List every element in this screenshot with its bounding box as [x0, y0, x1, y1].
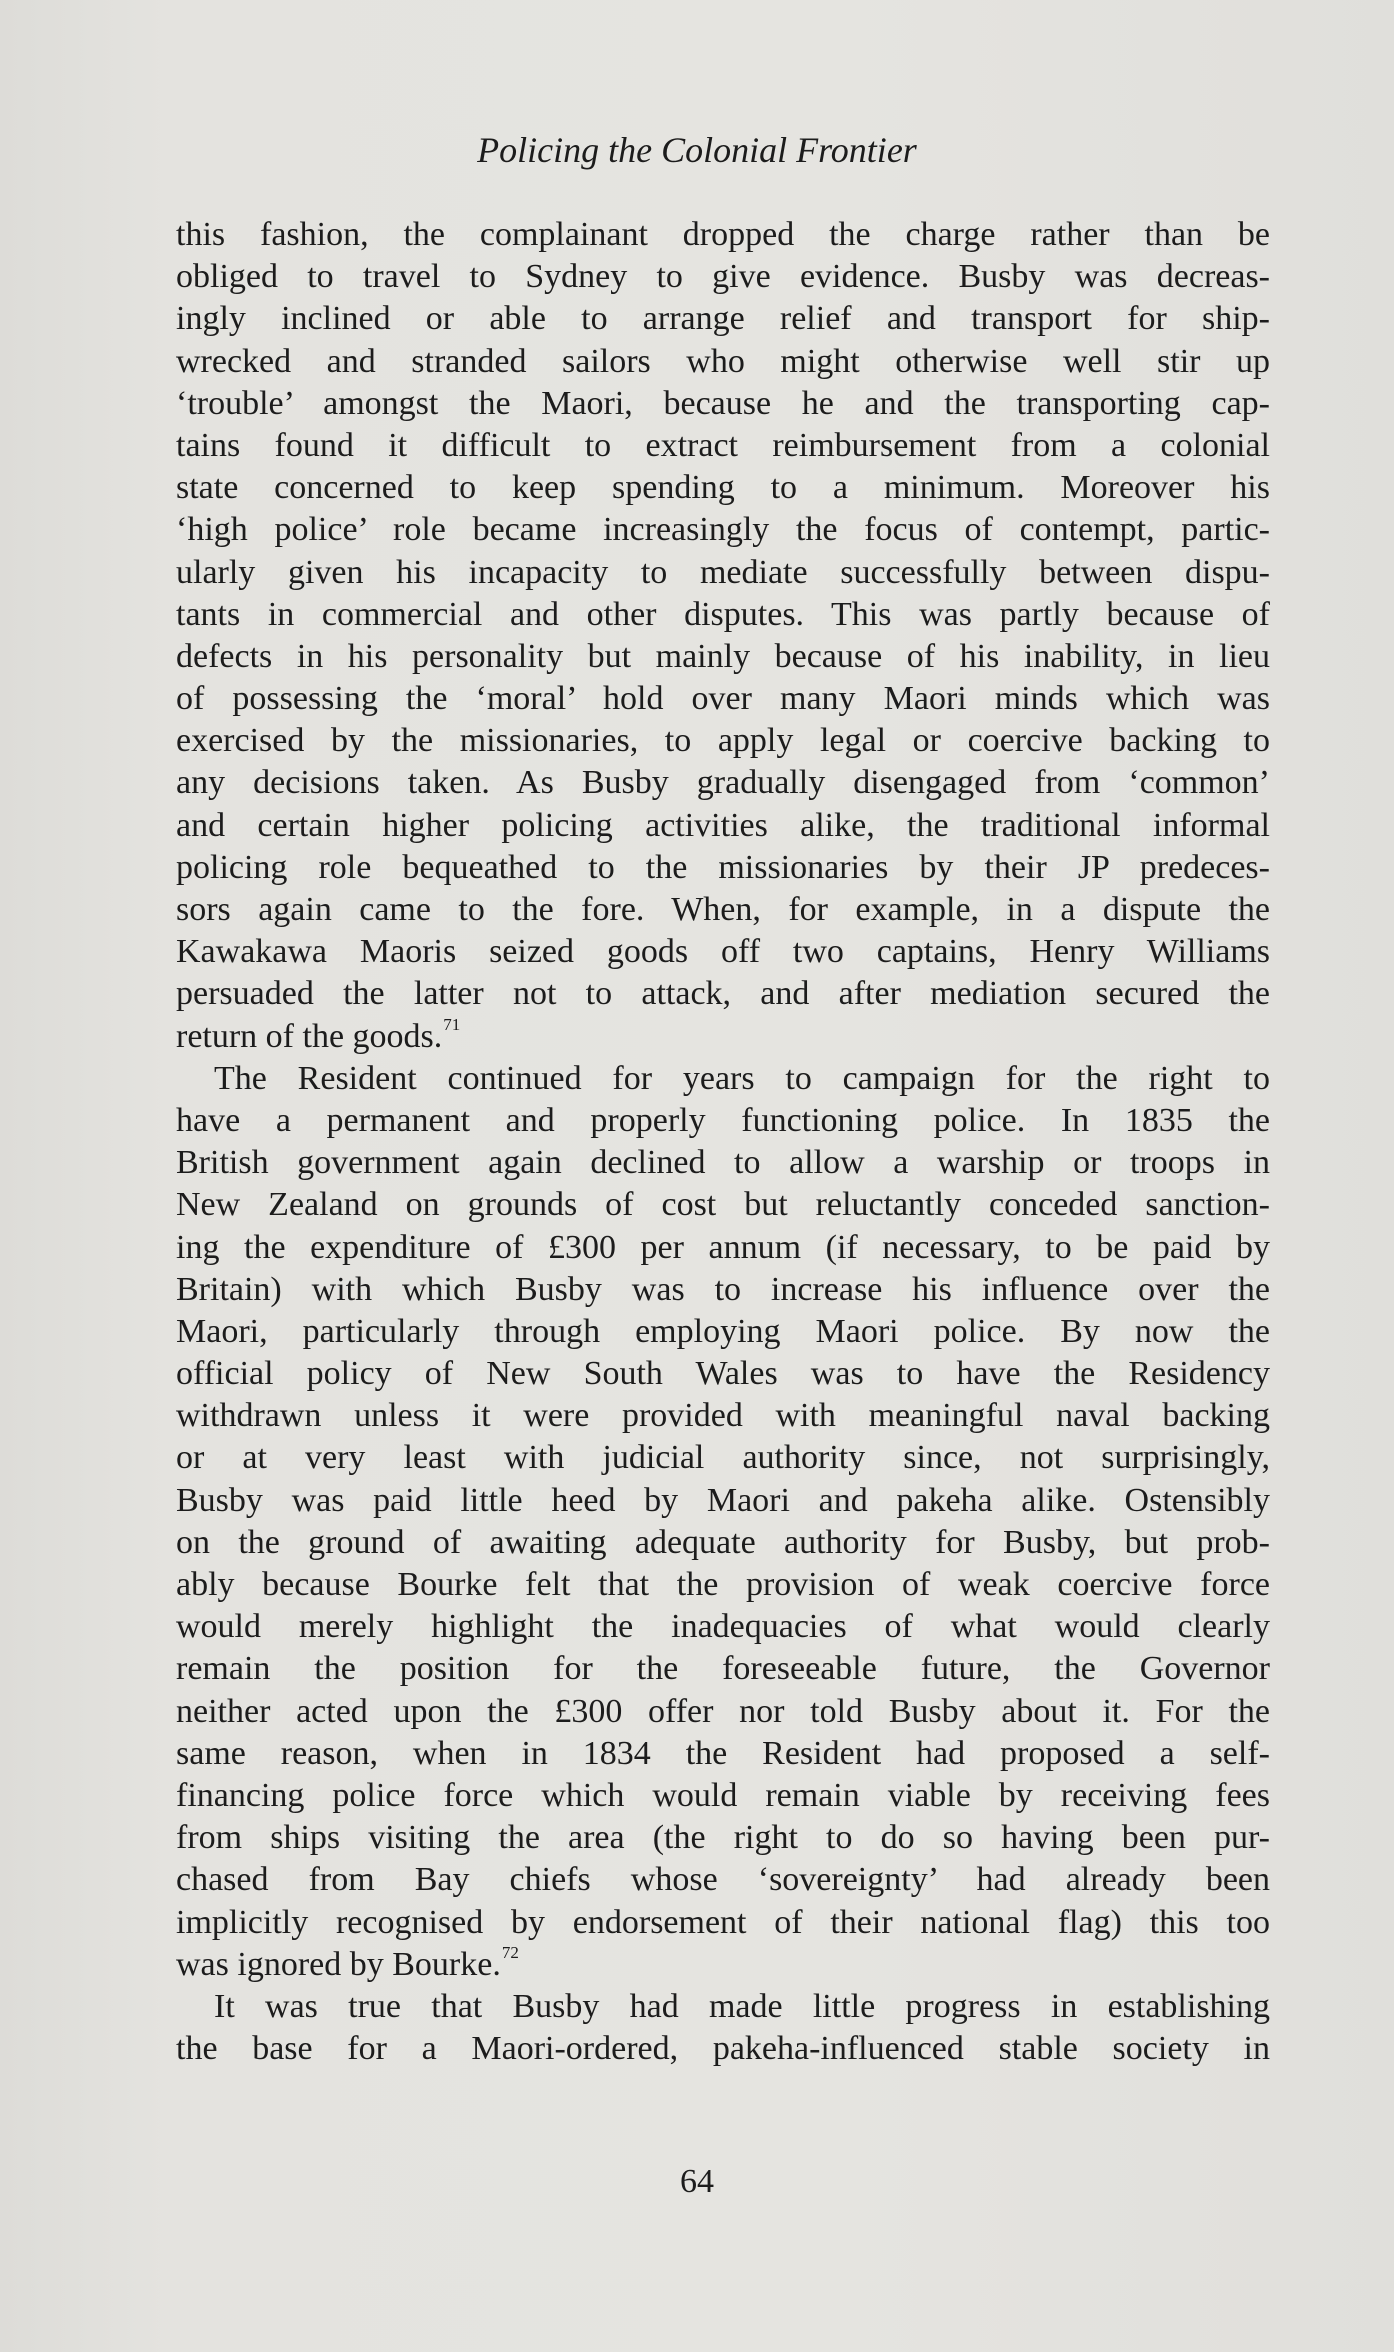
- text-line: [176, 594, 1270, 636]
- text-line: [176, 509, 1270, 551]
- text-line-content: ingly inclined or able to arrange relief and transport for ship-: [176, 300, 1270, 338]
- text-line: [176, 1016, 1270, 1058]
- text-line: [176, 1691, 1270, 1733]
- text-line: [176, 847, 1270, 889]
- text-line-content: tains found it difficult to extract reimbursement from a colonial: [176, 426, 1270, 464]
- text-line: [176, 1522, 1270, 1564]
- text-line-content: persuaded the latter not to attack, and after mediation secured the: [176, 975, 1270, 1013]
- text-line: [176, 1058, 1270, 1100]
- text-line: [176, 1100, 1270, 1142]
- text-line: [176, 762, 1270, 804]
- text-line: [176, 889, 1270, 931]
- text-line-content: was ignored by Bourke.: [176, 1945, 501, 1983]
- text-line-content: Britain) with which Busby was to increase his influence over the: [176, 1270, 1270, 1308]
- text-line-content: on the ground of awaiting adequate authority for Busby, but prob-: [176, 1523, 1270, 1561]
- text-line: [176, 931, 1270, 973]
- text-line: [176, 425, 1270, 467]
- text-line-content: ably because Bourke felt that the provision of weak coercive force: [176, 1566, 1270, 1603]
- text-line: [176, 636, 1270, 678]
- text-line-content: financing police force which would remain viable by receiving fees: [176, 1776, 1270, 1814]
- text-line: [176, 1606, 1270, 1648]
- text-line-content: of possessing the ‘moral’ hold over many Maori minds which was: [176, 680, 1270, 718]
- text-line: [176, 720, 1270, 762]
- text-line-content: neither acted upon the £300 offer nor told Busby about it. For the: [176, 1692, 1270, 1730]
- text-line-content: obliged to travel to Sydney to give evidence. Busby was decreas-: [176, 258, 1270, 296]
- text-line: [176, 467, 1270, 509]
- text-line-content: tants in commercial and other disputes. This was partly because of: [176, 595, 1270, 633]
- text-line-content: The Resident continued for years to campaign for the right to: [214, 1059, 1270, 1097]
- text-line: [176, 1269, 1270, 1311]
- text-line: [176, 1227, 1270, 1269]
- text-line: [176, 2028, 1270, 2070]
- text-line: [176, 552, 1270, 594]
- text-line: [176, 805, 1270, 847]
- text-line-content: British government again declined to allow a warship or troops in: [176, 1144, 1270, 1182]
- text-line-content: from ships visiting the area (the right to do so having been pur-: [176, 1819, 1270, 1857]
- text-line: [176, 1353, 1270, 1395]
- text-line-content: or at very least with judicial authority since, not surprisingly,: [176, 1439, 1270, 1477]
- text-line-content: would merely highlight the inadequacies of what would clearly: [176, 1608, 1270, 1646]
- text-line: [176, 341, 1270, 383]
- text-line-content: have a permanent and properly functioning police. In 1835 the: [176, 1101, 1270, 1139]
- text-line: [176, 1944, 1270, 1986]
- text-line: [176, 1775, 1270, 1817]
- text-line: [176, 1986, 1270, 2028]
- text-line: [176, 1648, 1270, 1690]
- text-line: [176, 1480, 1270, 1522]
- text-line-content: ‘trouble’ amongst the Maori, because he and the transporting cap-: [176, 384, 1270, 422]
- text-line-content: official policy of New South Wales was to have the Residency: [176, 1355, 1270, 1393]
- text-line: [176, 383, 1270, 425]
- text-line-content: this fashion, the complainant dropped the charge rather than be: [176, 216, 1270, 253]
- text-line-content: state concerned to keep spending to a minimum. Moreover his: [176, 469, 1270, 507]
- text-line-content: Busby was paid little heed by Maori and pakeha alike. Ostensibly: [176, 1481, 1270, 1519]
- text-line-content: return of the goods.: [176, 1017, 443, 1055]
- text-line: [176, 298, 1270, 340]
- text-line: [176, 1817, 1270, 1859]
- text-line-content: It was true that Busby had made little progress in establishing: [214, 1987, 1270, 2025]
- footnote-marker[interactable]: 72: [501, 1942, 519, 1962]
- text-line: [176, 678, 1270, 720]
- text-line-content: ularly given his incapacity to mediate successfully between dispu-: [176, 553, 1270, 591]
- text-line-content: New Zealand on grounds of cost but reluctantly conceded sanction-: [176, 1186, 1270, 1224]
- text-line: [176, 214, 1270, 256]
- footnote-marker[interactable]: 71: [443, 1014, 461, 1034]
- text-line: [176, 1311, 1270, 1353]
- text-line-content: same reason, when in 1834 the Resident had proposed a self-: [176, 1734, 1270, 1772]
- text-line: [176, 1733, 1270, 1775]
- text-line-content: and certain higher policing activities alike, the traditional informal: [176, 806, 1270, 844]
- text-line-content: the base for a Maori-ordered, pakeha-influenced stable society in: [176, 2030, 1270, 2068]
- body-text: [176, 214, 1270, 2070]
- text-line-content: remain the position for the foreseeable future, the Governor: [176, 1650, 1270, 1688]
- text-line-content: Maori, particularly through employing Maori police. By now the: [176, 1312, 1270, 1350]
- text-line-content: withdrawn unless it were provided with meaningful naval backing: [176, 1397, 1270, 1435]
- page-number: 64: [680, 2163, 714, 2200]
- text-line: [176, 1142, 1270, 1184]
- text-line: [176, 1564, 1270, 1606]
- running-head: Policing the Colonial Frontier: [477, 130, 917, 170]
- text-line-content: ing the expenditure of £300 per annum (if necessary, to be paid by: [176, 1228, 1270, 1266]
- text-line-content: policing role bequeathed to the missionaries by their JP predeces-: [176, 848, 1270, 886]
- text-line-content: sors again came to the fore. When, for example, in a dispute the: [176, 891, 1270, 928]
- text-line: [176, 973, 1270, 1015]
- text-line: [176, 1902, 1270, 1944]
- text-line-content: wrecked and stranded sailors who might otherwise well stir up: [176, 342, 1270, 380]
- text-line: [176, 256, 1270, 298]
- text-line-content: ‘high police’ role became increasingly the focus of contempt, partic-: [176, 511, 1270, 549]
- text-line-content: implicitly recognised by endorsement of their national flag) this too: [176, 1903, 1270, 1941]
- text-line-content: defects in his personality but mainly because of his inability, in lieu: [176, 637, 1270, 675]
- text-line-content: Kawakawa Maoris seized goods off two captains, Henry Williams: [176, 933, 1270, 971]
- text-line: [176, 1859, 1270, 1901]
- text-line: [176, 1437, 1270, 1479]
- text-line-content: any decisions taken. As Busby gradually disengaged from ‘common’: [176, 764, 1270, 802]
- text-line: [176, 1184, 1270, 1226]
- text-line: [176, 1395, 1270, 1437]
- text-line-content: chased from Bay chiefs whose ‘sovereignty’ had already been: [176, 1861, 1270, 1899]
- text-line-content: exercised by the missionaries, to apply legal or coercive backing to: [176, 722, 1270, 760]
